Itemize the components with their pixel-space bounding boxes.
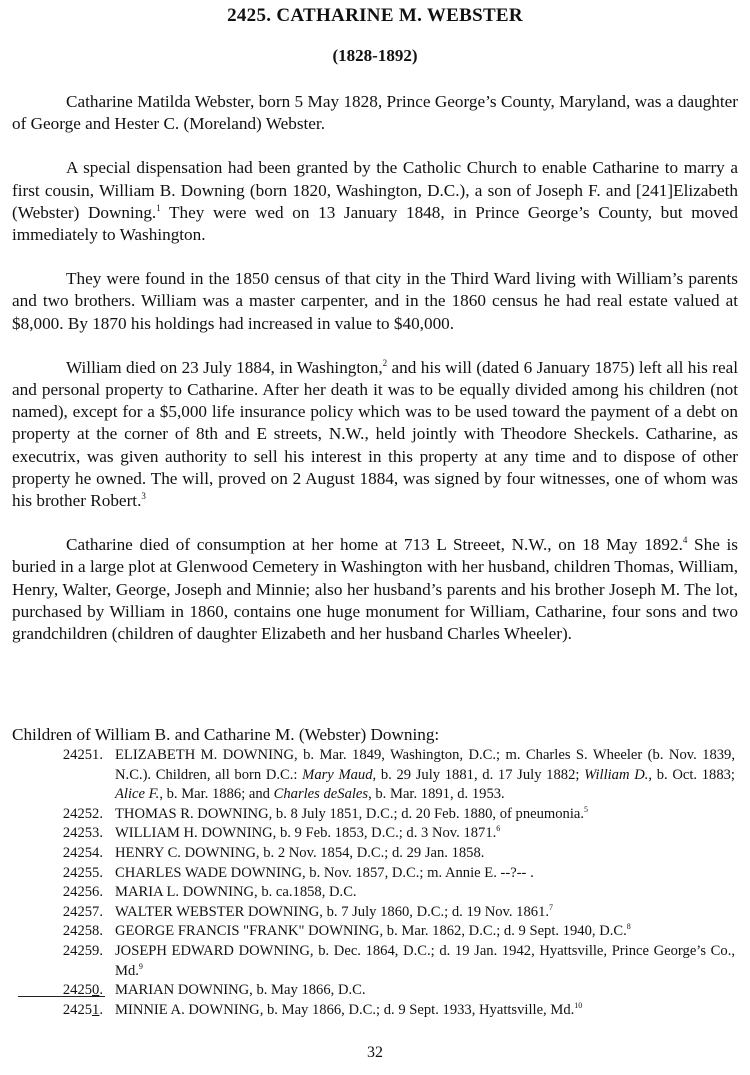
text-run: Catharine died of consumption at her home at 713 L Streeet, N.W., on 18 May 1892.: [66, 535, 683, 555]
biography-body: [12, 91, 738, 667]
child-text: [115, 903, 735, 923]
child-number: [12, 903, 103, 923]
text-run: They were wed on 13 January 1848, in Prince George’s County, but moved immediately to Washington.: [12, 202, 738, 245]
text-run: CHARLES WADE DOWNING, b. Nov. 1857, D.C.; m. Annie E. --?-- .: [115, 864, 534, 881]
text-run: 24254.: [62, 844, 103, 861]
text-run: HENRY C. DOWNING, b. 2 Nov. 1854, D.C.; d. 29 Jan. 1858.: [115, 844, 485, 861]
paragraph: [12, 157, 738, 246]
child-text: [115, 883, 735, 903]
child-entry: [12, 805, 742, 825]
footnote-marker: 5: [584, 804, 589, 814]
child-text: [115, 922, 735, 942]
text-run: Charles deSales: [273, 786, 369, 803]
child-text: [115, 864, 735, 884]
child-entry: [12, 981, 742, 1001]
text-run: WILLIAM H. DOWNING, b. 9 Feb. 1853, D.C.; d. 3 Nov. 1871.: [115, 825, 497, 842]
page-number: 32: [367, 1044, 383, 1061]
text-run: A special dispensation had been granted by the Catholic Church to enable Catharine to marry a first cousin, William B. Downing (born 1820, Washington, D.C.), a son of Joseph F. and [241]Elizabeth (Webster) Downing.: [12, 158, 738, 222]
text-run: William D.: [584, 766, 649, 783]
child-number: [12, 922, 103, 942]
text-run: 0: [92, 982, 100, 999]
text-run: WALTER WEBSTER DOWNING, b. 7 July 1860, D.C.; d. 19 Nov. 1861.: [115, 903, 550, 920]
text-run: 24259.: [62, 942, 103, 959]
life-dates: (1828-1892): [332, 46, 418, 65]
text-run: 24258.: [62, 923, 103, 940]
footnote-marker: 1: [156, 202, 161, 213]
child-text: [115, 844, 735, 864]
footnote-divider: [18, 996, 105, 997]
children-section: [12, 724, 742, 1020]
text-run: 24256.: [62, 884, 103, 901]
child-number: [12, 805, 103, 825]
child-number: [12, 844, 103, 864]
child-entry: [12, 844, 742, 864]
child-text: [115, 824, 735, 844]
text-run: JOSEPH EDWARD DOWNING, b. Dec. 1864, D.C.; d. 19 Jan. 1942, Hyattsville, Prince George’s Co., Md.: [115, 942, 735, 979]
paragraph: [12, 91, 738, 135]
text-run: GEORGE FRANCIS "FRANK" DOWNING, b. Mar. 1862, D.C.; d. 9 Sept. 1940, D.C.: [115, 923, 627, 940]
text-run: ELIZABETH M. DOWNING, b. Mar. 1849, Washington, D.C.; m. Charles S. Wheeler (b. Nov. 1839, N.C.). Children, all born D.C.:: [115, 747, 735, 783]
text-run: William died on 23 July 1884, in Washington,: [66, 357, 383, 377]
child-entry: [12, 942, 742, 981]
text-run: , b. 29 July 1881, d. 17 July 1882;: [372, 766, 585, 783]
child-entry: [12, 903, 742, 923]
footnote-marker: 10: [574, 1000, 583, 1010]
child-text: [115, 805, 735, 825]
text-run: 24255.: [62, 864, 103, 881]
footnote-marker: 3: [141, 491, 146, 502]
footnote-marker: 8: [626, 922, 631, 932]
child-number: [12, 824, 103, 844]
text-run: 2425: [62, 982, 93, 999]
page-title: 2425. CATHARINE M. WEBSTER: [227, 5, 523, 26]
child-text: [115, 942, 735, 981]
text-run: MINNIE A. DOWNING, b. May 1866, D.C.; d. 9 Sept. 1933, Hyattsville, Md.: [115, 1001, 575, 1018]
text-run: 24252.: [62, 805, 103, 822]
text-run: 24251.: [62, 747, 103, 763]
text-run: 24253.: [62, 825, 103, 842]
text-run: Alice F.: [115, 786, 160, 803]
child-number: [12, 864, 103, 884]
child-number: [12, 942, 103, 981]
text-run: , b. Mar. 1891, d. 1953.: [368, 786, 505, 803]
paragraph: [12, 534, 738, 645]
text-run: and his will (dated 6 January 1875) left all his real and personal property to Catharine. After her death it was to be equally divided among his children (not named), except for a $5,000 life insurance policy which was to be used toward the payment of a debt on property at the corner of 8th and E streets, N.W., held jointly with Theodore Sheckels. Catharine, as executrix, was given authority to sell his interest in this property at any time and to dispose of other property he owned. The will, proved on 2 August 1884, was signed by four witnesses, one of whom was his brother Robert.: [12, 357, 738, 511]
child-entry: [12, 864, 742, 884]
child-number: [12, 883, 103, 903]
child-number: [12, 1001, 103, 1021]
footnote-marker: 9: [138, 961, 143, 971]
text-run: MARIA L. DOWNING, b. ca.1858, D.C.: [115, 884, 357, 901]
paragraph: [12, 357, 738, 512]
child-text: [115, 981, 735, 1001]
footnote-marker: 6: [496, 824, 501, 834]
text-run: 1: [92, 1001, 100, 1018]
child-entry: [12, 883, 742, 903]
child-number: [12, 746, 103, 805]
text-run: Catharine Matilda Webster, born 5 May 1828, Prince George’s County, Maryland, was a daughter of George and Hester C. (Moreland) Webster.: [12, 92, 738, 134]
text-run: 24257.: [62, 903, 103, 920]
footnote-marker: 4: [682, 535, 688, 546]
text-run: .: [99, 1001, 103, 1018]
text-run: She is buried in a large plot at Glenwood Cemetery in Washington with her husband, children Thomas, William, Henry, Walter, George, Joseph and Minnie; also her husband’s parents and his brother Joseph M. The lot, purchased by William in 1860, contains one huge monument for William, Catharine, four sons and two grandchildren (children of daughter Elizabeth and her husband Charles Wheeler).: [12, 535, 738, 644]
child-entry: [12, 746, 742, 805]
children-intro: Children of William B. and Catharine M. (Webster) Downing:: [12, 725, 440, 744]
text-run: , b. Oct. 1883;: [648, 766, 735, 783]
child-text: [115, 746, 735, 805]
text-run: Mary Maud: [302, 766, 373, 783]
child-number: [12, 981, 103, 1001]
child-entry: [12, 1001, 742, 1021]
child-entry: [12, 824, 742, 844]
children-list: [12, 746, 742, 1020]
text-run: .: [99, 982, 103, 999]
text-run: THOMAS R. DOWNING, b. 8 July 1851, D.C.; d. 20 Feb. 1880, of pneumonia.: [115, 805, 585, 822]
child-entry: [12, 922, 742, 942]
footnote-marker: 2: [382, 357, 388, 368]
child-text: [115, 1001, 735, 1021]
text-run: They were found in the 1850 census of that city in the Third Ward living with William’s parents and two brothers. William was a master carpenter, and in the 1860 census he had real estate valued at $8,000. By 1870 his holdings had increased in value to $40,000.: [12, 269, 738, 333]
paragraph: [12, 268, 738, 335]
text-run: MARIAN DOWNING, b. May 1866, D.C.: [115, 982, 366, 999]
text-run: , b. Mar. 1886; and: [159, 786, 274, 803]
footnote-marker: 7: [549, 902, 554, 912]
text-run: 2425: [62, 1001, 93, 1018]
